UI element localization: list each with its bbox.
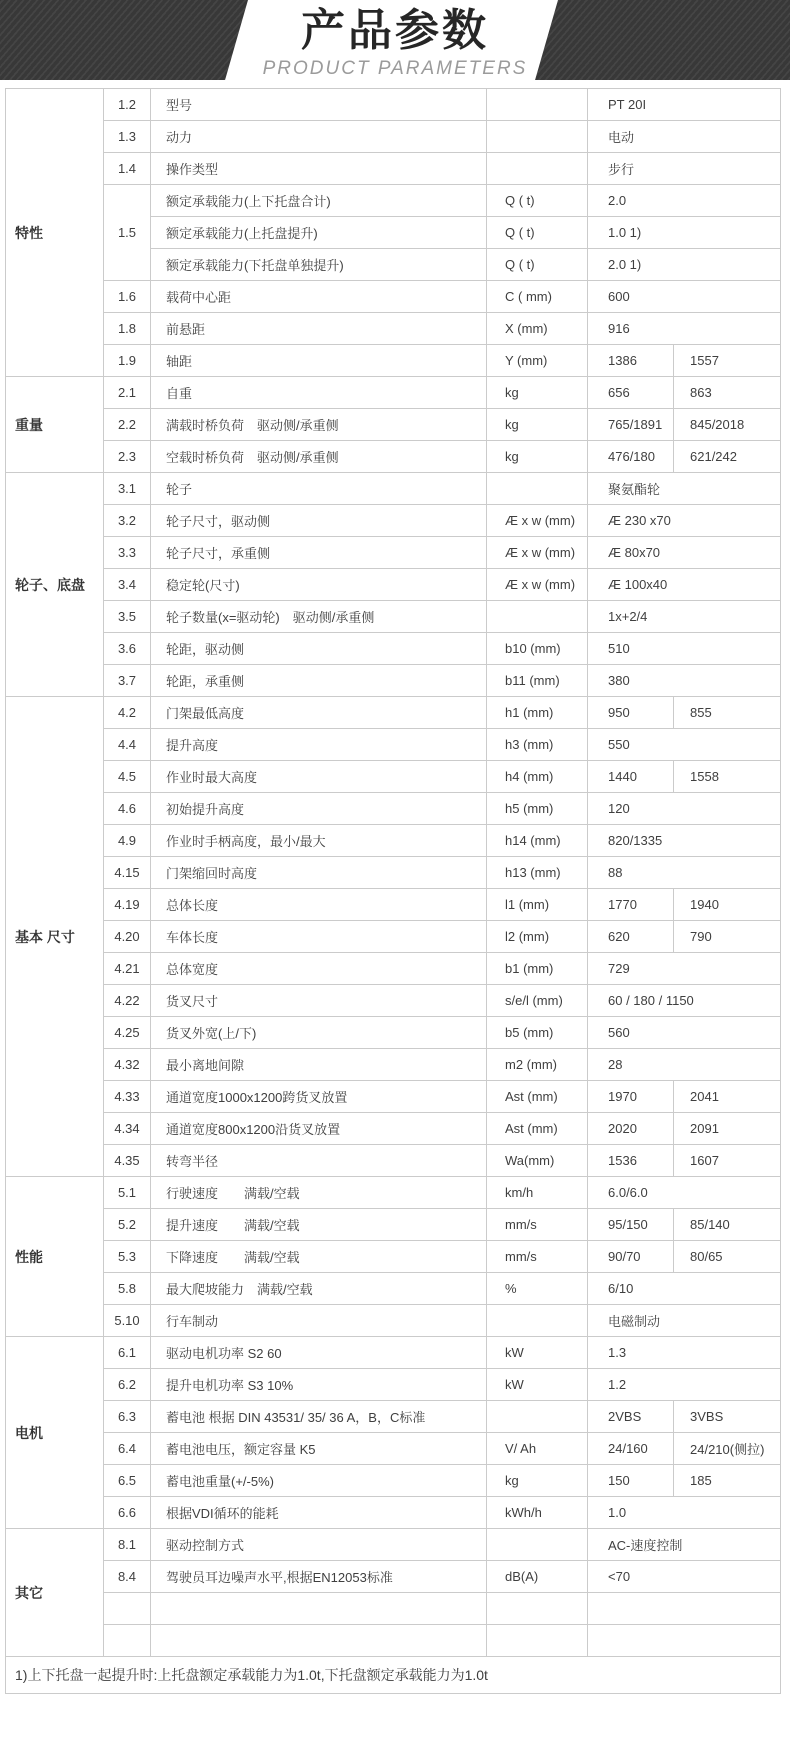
description-cell: 转弯半径 bbox=[151, 1145, 487, 1177]
row-number-cell: 5.8 bbox=[104, 1273, 151, 1305]
description-cell: 额定承载能力(上托盘提升) bbox=[151, 217, 487, 249]
category-cell: 轮子、底盘 bbox=[6, 473, 104, 697]
unit-cell: h14 (mm) bbox=[487, 825, 588, 857]
category-cell: 基本 尺寸 bbox=[6, 697, 104, 1177]
table-row bbox=[6, 121, 781, 153]
value-cell: 765/1891 bbox=[588, 409, 674, 441]
value-cell: 28 bbox=[588, 1049, 781, 1081]
description-cell: 作业时最大高度 bbox=[151, 761, 487, 793]
value-cell bbox=[588, 1625, 781, 1657]
row-number-cell: 4.6 bbox=[104, 793, 151, 825]
description-cell: 通道宽度800x1200沿货叉放置 bbox=[151, 1113, 487, 1145]
table-row bbox=[6, 1081, 781, 1113]
table-row bbox=[6, 697, 781, 729]
value-cell: 550 bbox=[588, 729, 781, 761]
table-row bbox=[6, 1241, 781, 1273]
description-cell: 提升高度 bbox=[151, 729, 487, 761]
table-row bbox=[6, 1465, 781, 1497]
unit-cell: b10 (mm) bbox=[487, 633, 588, 665]
row-number-cell: 1.9 bbox=[104, 345, 151, 377]
row-number-cell bbox=[104, 1593, 151, 1625]
table-row bbox=[6, 1209, 781, 1241]
value-cell: Æ 230 x70 bbox=[588, 505, 781, 537]
value2-cell: 790 bbox=[674, 921, 781, 953]
value-cell: 1x+2/4 bbox=[588, 601, 781, 633]
unit-cell bbox=[487, 1625, 588, 1657]
value-cell: 电磁制动 bbox=[588, 1305, 781, 1337]
description-cell: 载荷中心距 bbox=[151, 281, 487, 313]
value-cell: 729 bbox=[588, 953, 781, 985]
row-number-cell: 6.1 bbox=[104, 1337, 151, 1369]
value2-cell: 185 bbox=[674, 1465, 781, 1497]
unit-cell: Ast (mm) bbox=[487, 1081, 588, 1113]
table-row bbox=[6, 1529, 781, 1561]
row-number-cell: 2.1 bbox=[104, 377, 151, 409]
table-row bbox=[6, 889, 781, 921]
table-row bbox=[6, 921, 781, 953]
value-cell: 1970 bbox=[588, 1081, 674, 1113]
description-cell: 总体宽度 bbox=[151, 953, 487, 985]
page-subtitle: PRODUCT PARAMETERS bbox=[262, 58, 528, 79]
value2-cell: 1558 bbox=[674, 761, 781, 793]
description-cell: 轮距，承重侧 bbox=[151, 665, 487, 697]
unit-cell: h1 (mm) bbox=[487, 697, 588, 729]
row-number-cell: 1.3 bbox=[104, 121, 151, 153]
description-cell: 额定承载能力(下托盘单独提升) bbox=[151, 249, 487, 281]
value-cell: 620 bbox=[588, 921, 674, 953]
description-cell: 下降速度 满载/空载 bbox=[151, 1241, 487, 1273]
table-row bbox=[6, 313, 781, 345]
category-cell: 特性 bbox=[6, 89, 104, 377]
row-number-cell: 4.22 bbox=[104, 985, 151, 1017]
table-row bbox=[6, 1625, 781, 1657]
description-cell: 行驶速度 满载/空载 bbox=[151, 1177, 487, 1209]
row-number-cell: 4.21 bbox=[104, 953, 151, 985]
value-cell: 24/160 bbox=[588, 1433, 674, 1465]
value-cell: 120 bbox=[588, 793, 781, 825]
table-row bbox=[6, 281, 781, 313]
unit-cell bbox=[487, 473, 588, 505]
description-cell: 轮子尺寸，承重侧 bbox=[151, 537, 487, 569]
value2-cell: 863 bbox=[674, 377, 781, 409]
unit-cell: C ( mm) bbox=[487, 281, 588, 313]
row-number-cell: 6.3 bbox=[104, 1401, 151, 1433]
row-number-cell: 6.6 bbox=[104, 1497, 151, 1529]
row-number-cell: 1.4 bbox=[104, 153, 151, 185]
table-row bbox=[6, 1113, 781, 1145]
table-row bbox=[6, 1017, 781, 1049]
unit-cell: b5 (mm) bbox=[487, 1017, 588, 1049]
value-cell: 2.0 1) bbox=[588, 249, 781, 281]
description-cell: 型号 bbox=[151, 89, 487, 121]
description-cell: 蓄电池 根据 DIN 43531/ 35/ 36 A，B，C标准 bbox=[151, 1401, 487, 1433]
table-row bbox=[6, 1049, 781, 1081]
page-header bbox=[0, 0, 790, 88]
unit-cell: kg bbox=[487, 1465, 588, 1497]
unit-cell: h13 (mm) bbox=[487, 857, 588, 889]
description-cell: 货叉外宽(上/下) bbox=[151, 1017, 487, 1049]
unit-cell: kg bbox=[487, 441, 588, 473]
unit-cell: dB(A) bbox=[487, 1561, 588, 1593]
row-number-cell: 4.9 bbox=[104, 825, 151, 857]
category-cell: 电机 bbox=[6, 1337, 104, 1529]
footnote-text: 1)上下托盘一起提升时:上托盘额定承载能力为1.0t,下托盘额定承载能力为1.0t bbox=[6, 1657, 781, 1694]
value-cell: 1440 bbox=[588, 761, 674, 793]
category-cell: 重量 bbox=[6, 377, 104, 473]
unit-cell: h3 (mm) bbox=[487, 729, 588, 761]
value-cell: 2VBS bbox=[588, 1401, 674, 1433]
spec-table-body bbox=[6, 89, 781, 1657]
unit-cell: mm/s bbox=[487, 1241, 588, 1273]
table-row bbox=[6, 569, 781, 601]
unit-cell: Æ x w (mm) bbox=[487, 505, 588, 537]
value-cell: 1536 bbox=[588, 1145, 674, 1177]
unit-cell: V/ Ah bbox=[487, 1433, 588, 1465]
row-number-cell: 5.2 bbox=[104, 1209, 151, 1241]
value2-cell: 85/140 bbox=[674, 1209, 781, 1241]
value-cell: 电动 bbox=[588, 121, 781, 153]
row-number-cell: 4.25 bbox=[104, 1017, 151, 1049]
row-number-cell bbox=[104, 1625, 151, 1657]
value-cell: 476/180 bbox=[588, 441, 674, 473]
unit-cell: kWh/h bbox=[487, 1497, 588, 1529]
description-cell: 空载时桥负荷 驱动侧/承重侧 bbox=[151, 441, 487, 473]
value-cell: 95/150 bbox=[588, 1209, 674, 1241]
description-cell: 动力 bbox=[151, 121, 487, 153]
row-number-cell: 6.2 bbox=[104, 1369, 151, 1401]
value2-cell: 2091 bbox=[674, 1113, 781, 1145]
unit-cell: l2 (mm) bbox=[487, 921, 588, 953]
row-number-cell: 4.5 bbox=[104, 761, 151, 793]
unit-cell: h5 (mm) bbox=[487, 793, 588, 825]
description-cell: 操作类型 bbox=[151, 153, 487, 185]
description-cell: 自重 bbox=[151, 377, 487, 409]
value-cell: 510 bbox=[588, 633, 781, 665]
value-cell: 6/10 bbox=[588, 1273, 781, 1305]
page-title: 产品参数 bbox=[301, 6, 489, 55]
table-row bbox=[6, 1177, 781, 1209]
value-cell: 1.3 bbox=[588, 1337, 781, 1369]
row-number-cell: 5.1 bbox=[104, 1177, 151, 1209]
value-cell: 步行 bbox=[588, 153, 781, 185]
description-cell: 轮子尺寸，驱动侧 bbox=[151, 505, 487, 537]
row-number-cell: 4.19 bbox=[104, 889, 151, 921]
unit-cell: b11 (mm) bbox=[487, 665, 588, 697]
row-number-cell: 1.2 bbox=[104, 89, 151, 121]
row-number-cell: 8.1 bbox=[104, 1529, 151, 1561]
unit-cell bbox=[487, 1593, 588, 1625]
description-cell: 车体长度 bbox=[151, 921, 487, 953]
row-number-cell: 8.4 bbox=[104, 1561, 151, 1593]
unit-cell: kg bbox=[487, 409, 588, 441]
table-row bbox=[6, 185, 781, 217]
description-cell: 初始提升高度 bbox=[151, 793, 487, 825]
description-cell: 稳定轮(尺寸) bbox=[151, 569, 487, 601]
unit-cell bbox=[487, 153, 588, 185]
unit-cell: Ast (mm) bbox=[487, 1113, 588, 1145]
value-cell: 1.0 1) bbox=[588, 217, 781, 249]
value-cell: 1386 bbox=[588, 345, 674, 377]
description-cell: 轴距 bbox=[151, 345, 487, 377]
row-number-cell: 3.7 bbox=[104, 665, 151, 697]
description-cell: 提升电机功率 S3 10% bbox=[151, 1369, 487, 1401]
row-number-cell: 2.2 bbox=[104, 409, 151, 441]
value-cell: 560 bbox=[588, 1017, 781, 1049]
row-number-cell: 4.32 bbox=[104, 1049, 151, 1081]
unit-cell: l1 (mm) bbox=[487, 889, 588, 921]
value-cell: 916 bbox=[588, 313, 781, 345]
unit-cell: Y (mm) bbox=[487, 345, 588, 377]
table-row bbox=[6, 761, 781, 793]
row-number-cell: 1.8 bbox=[104, 313, 151, 345]
description-cell: 驾驶员耳边噪声水平,根据EN12053标准 bbox=[151, 1561, 487, 1593]
unit-cell: X (mm) bbox=[487, 313, 588, 345]
value2-cell: 24/210(侧拉) bbox=[674, 1433, 781, 1465]
row-number-cell: 3.4 bbox=[104, 569, 151, 601]
table-row bbox=[6, 601, 781, 633]
table-row bbox=[6, 1305, 781, 1337]
table-row bbox=[6, 409, 781, 441]
description-cell: 作业时手柄高度，最小/最大 bbox=[151, 825, 487, 857]
table-row bbox=[6, 1497, 781, 1529]
description-cell: 前悬距 bbox=[151, 313, 487, 345]
row-number-cell: 1.6 bbox=[104, 281, 151, 313]
value2-cell: 845/2018 bbox=[674, 409, 781, 441]
value2-cell: 2041 bbox=[674, 1081, 781, 1113]
row-number-cell: 4.34 bbox=[104, 1113, 151, 1145]
description-cell: 轮子数量(x=驱动轮) 驱动侧/承重侧 bbox=[151, 601, 487, 633]
table-row bbox=[6, 729, 781, 761]
description-cell: 最小离地间隙 bbox=[151, 1049, 487, 1081]
value-cell: 380 bbox=[588, 665, 781, 697]
unit-cell: b1 (mm) bbox=[487, 953, 588, 985]
table-row bbox=[6, 665, 781, 697]
category-cell: 性能 bbox=[6, 1177, 104, 1337]
table-row bbox=[6, 1369, 781, 1401]
value-cell: Æ 80x70 bbox=[588, 537, 781, 569]
value-cell: 2020 bbox=[588, 1113, 674, 1145]
value-cell: 1.2 bbox=[588, 1369, 781, 1401]
description-cell: 门架缩回时高度 bbox=[151, 857, 487, 889]
value-cell: Æ 100x40 bbox=[588, 569, 781, 601]
value-cell: 1770 bbox=[588, 889, 674, 921]
row-number-cell: 4.2 bbox=[104, 697, 151, 729]
footnote-row bbox=[6, 1657, 781, 1694]
table-row bbox=[6, 377, 781, 409]
value2-cell: 1557 bbox=[674, 345, 781, 377]
value-cell: 820/1335 bbox=[588, 825, 781, 857]
table-row bbox=[6, 1145, 781, 1177]
table-row bbox=[6, 857, 781, 889]
unit-cell: kW bbox=[487, 1337, 588, 1369]
table-row bbox=[6, 1401, 781, 1433]
unit-cell: kW bbox=[487, 1369, 588, 1401]
value2-cell: 80/65 bbox=[674, 1241, 781, 1273]
row-number-cell: 6.4 bbox=[104, 1433, 151, 1465]
value-cell: 60 / 180 / 1150 bbox=[588, 985, 781, 1017]
unit-cell: s/e/l (mm) bbox=[487, 985, 588, 1017]
value-cell: 聚氨酯轮 bbox=[588, 473, 781, 505]
table-row bbox=[6, 505, 781, 537]
description-cell: 行车制动 bbox=[151, 1305, 487, 1337]
description-cell: 门架最低高度 bbox=[151, 697, 487, 729]
unit-cell bbox=[487, 1401, 588, 1433]
row-number-cell: 3.5 bbox=[104, 601, 151, 633]
unit-cell: Q ( t) bbox=[487, 185, 588, 217]
description-cell: 轮子 bbox=[151, 473, 487, 505]
description-cell bbox=[151, 1625, 487, 1657]
description-cell: 轮距，驱动侧 bbox=[151, 633, 487, 665]
value-cell: PT 20I bbox=[588, 89, 781, 121]
value2-cell: 855 bbox=[674, 697, 781, 729]
description-cell: 满载时桥负荷 驱动侧/承重侧 bbox=[151, 409, 487, 441]
value-cell: 6.0/6.0 bbox=[588, 1177, 781, 1209]
unit-cell: Q ( t) bbox=[487, 217, 588, 249]
unit-cell: Æ x w (mm) bbox=[487, 569, 588, 601]
table-row bbox=[6, 1561, 781, 1593]
unit-cell bbox=[487, 1529, 588, 1561]
unit-cell bbox=[487, 89, 588, 121]
row-number-cell: 4.4 bbox=[104, 729, 151, 761]
row-number-cell: 4.15 bbox=[104, 857, 151, 889]
row-number-cell: 3.6 bbox=[104, 633, 151, 665]
row-number-cell: 4.33 bbox=[104, 1081, 151, 1113]
row-number-cell: 5.3 bbox=[104, 1241, 151, 1273]
row-number-cell: 4.35 bbox=[104, 1145, 151, 1177]
table-row bbox=[6, 985, 781, 1017]
value2-cell: 1607 bbox=[674, 1145, 781, 1177]
table-row bbox=[6, 633, 781, 665]
value-cell: 600 bbox=[588, 281, 781, 313]
value-cell: 2.0 bbox=[588, 185, 781, 217]
description-cell: 蓄电池重量(+/-5%) bbox=[151, 1465, 487, 1497]
table-row bbox=[6, 1433, 781, 1465]
unit-cell: km/h bbox=[487, 1177, 588, 1209]
table-row bbox=[6, 1273, 781, 1305]
row-number-cell: 5.10 bbox=[104, 1305, 151, 1337]
table-row bbox=[6, 345, 781, 377]
row-number-cell: 4.20 bbox=[104, 921, 151, 953]
table-row bbox=[6, 953, 781, 985]
product-parameters-table bbox=[5, 88, 781, 1694]
value2-cell: 621/242 bbox=[674, 441, 781, 473]
description-cell: 根据VDI循环的能耗 bbox=[151, 1497, 487, 1529]
description-cell: 货叉尺寸 bbox=[151, 985, 487, 1017]
row-number-cell: 6.5 bbox=[104, 1465, 151, 1497]
description-cell: 蓄电池电压，额定容量 K5 bbox=[151, 1433, 487, 1465]
value-cell: 950 bbox=[588, 697, 674, 729]
table-row bbox=[6, 793, 781, 825]
table-row bbox=[6, 441, 781, 473]
unit-cell bbox=[487, 601, 588, 633]
row-number-cell: 3.3 bbox=[104, 537, 151, 569]
value-cell: 90/70 bbox=[588, 1241, 674, 1273]
value-cell bbox=[588, 1593, 781, 1625]
category-cell: 其它 bbox=[6, 1529, 104, 1657]
row-number-cell: 1.5 bbox=[104, 185, 151, 281]
value-cell: 88 bbox=[588, 857, 781, 889]
header-title-block bbox=[0, 0, 790, 80]
description-cell: 额定承载能力(上下托盘合计) bbox=[151, 185, 487, 217]
table-row bbox=[6, 153, 781, 185]
value-cell: <70 bbox=[588, 1561, 781, 1593]
table-row bbox=[6, 1593, 781, 1625]
row-number-cell: 3.1 bbox=[104, 473, 151, 505]
description-cell: 驱动控制方式 bbox=[151, 1529, 487, 1561]
description-cell: 驱动电机功率 S2 60 bbox=[151, 1337, 487, 1369]
description-cell: 通道宽度1000x1200跨货叉放置 bbox=[151, 1081, 487, 1113]
unit-cell: mm/s bbox=[487, 1209, 588, 1241]
description-cell: 最大爬坡能力 满载/空载 bbox=[151, 1273, 487, 1305]
row-number-cell: 2.3 bbox=[104, 441, 151, 473]
unit-cell bbox=[487, 1305, 588, 1337]
description-cell: 提升速度 满载/空载 bbox=[151, 1209, 487, 1241]
value2-cell: 3VBS bbox=[674, 1401, 781, 1433]
table-row bbox=[6, 1337, 781, 1369]
value-cell: 150 bbox=[588, 1465, 674, 1497]
unit-cell: kg bbox=[487, 377, 588, 409]
table-row bbox=[6, 473, 781, 505]
table-row bbox=[6, 89, 781, 121]
unit-cell: Æ x w (mm) bbox=[487, 537, 588, 569]
row-number-cell: 3.2 bbox=[104, 505, 151, 537]
description-cell bbox=[151, 1593, 487, 1625]
unit-cell: % bbox=[487, 1273, 588, 1305]
value2-cell: 1940 bbox=[674, 889, 781, 921]
table-row bbox=[6, 537, 781, 569]
unit-cell: m2 (mm) bbox=[487, 1049, 588, 1081]
table-row bbox=[6, 825, 781, 857]
value-cell: 656 bbox=[588, 377, 674, 409]
unit-cell: Q ( t) bbox=[487, 249, 588, 281]
value-cell: AC-速度控制 bbox=[588, 1529, 781, 1561]
unit-cell bbox=[487, 121, 588, 153]
unit-cell: Wa(mm) bbox=[487, 1145, 588, 1177]
unit-cell: h4 (mm) bbox=[487, 761, 588, 793]
description-cell: 总体长度 bbox=[151, 889, 487, 921]
value-cell: 1.0 bbox=[588, 1497, 781, 1529]
